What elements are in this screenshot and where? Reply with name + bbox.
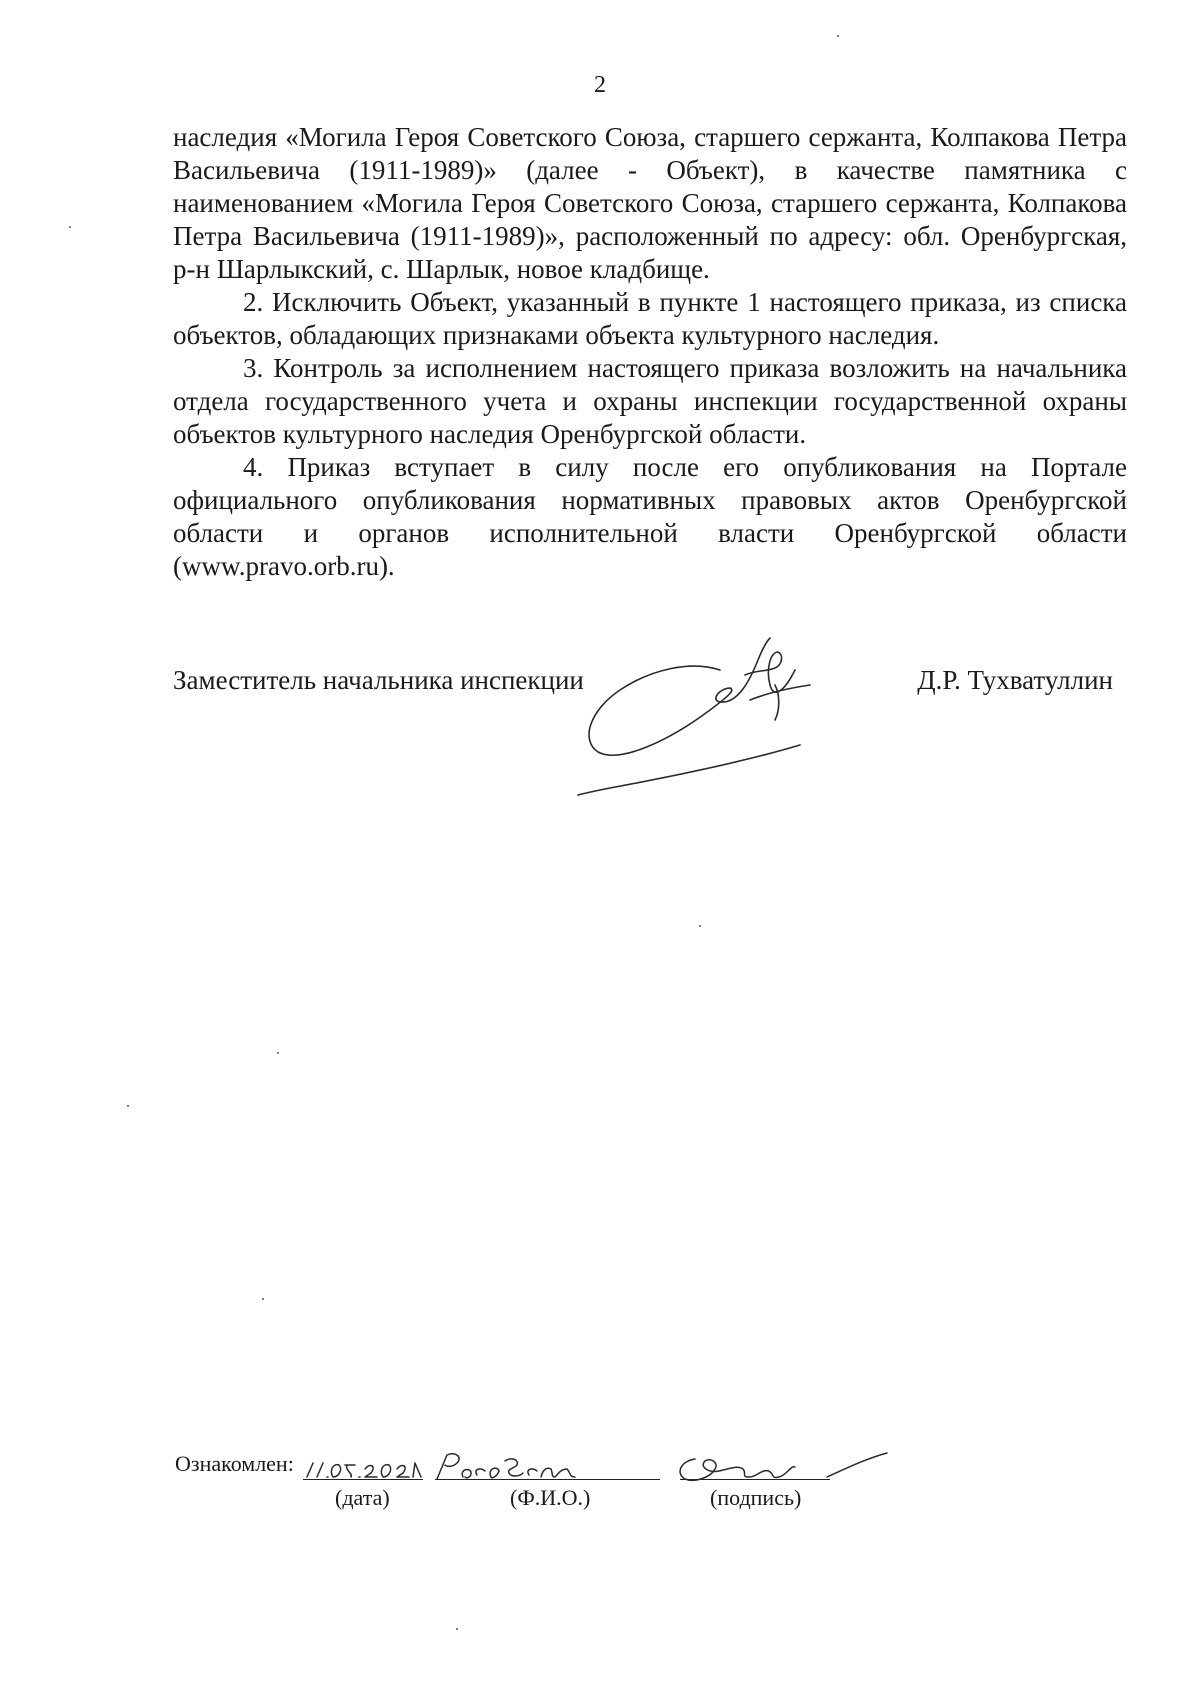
page-number: 2	[594, 72, 606, 98]
acknowledgement-block	[175, 1451, 955, 1541]
handwritten-signature	[570, 630, 880, 810]
paragraph-item-4: 4. Приказ вступает в силу после его опубликования на Портале официального опубликования нормативных правовых актов Оренбургской области и органов исполнительной власти Оренбургской области (www.pravo.orb.ru).	[173, 452, 1127, 581]
signatory-name: Д.Р. Тухватуллин	[917, 665, 1113, 695]
paragraph-continuation: наследия «Могила Героя Советского Союза, старшего сержанта, Колпакова Петра Васильевича (1911-1989)» (далее - Объект), в качестве памятника с наименованием «Могила Героя Советского Союза, старшего сержанта, Колпакова Петра Васильевича (1911-1989)», расположенный по адресу: обл. Оренбургская, р-н Шарлыкский, с. Шарлык, новое кладбище.	[173, 122, 1127, 284]
date-caption: (дата)	[335, 1485, 390, 1510]
paragraph-item-3: 3. Контроль за исполнением настоящего приказа возложить на начальника отдела государственного учета и охраны инспекции государственной охраны объектов культурного наследия Оренбургской области.	[173, 353, 1127, 449]
document-body	[173, 121, 1127, 583]
signatory-role: Заместитель начальника инспекции	[173, 665, 584, 695]
acknowledgement-label: Ознакомлен:	[175, 1451, 294, 1476]
signature-caption: (подпись)	[710, 1485, 802, 1510]
acknowledgement-handwriting	[175, 1451, 955, 1521]
fio-caption: (Ф.И.О.)	[510, 1485, 591, 1510]
paragraph-item-2: 2. Исключить Объект, указанный в пункте 1 настоящего приказа, из списка объектов, обладающих признаками объекта культурного наследия.	[173, 287, 1127, 350]
